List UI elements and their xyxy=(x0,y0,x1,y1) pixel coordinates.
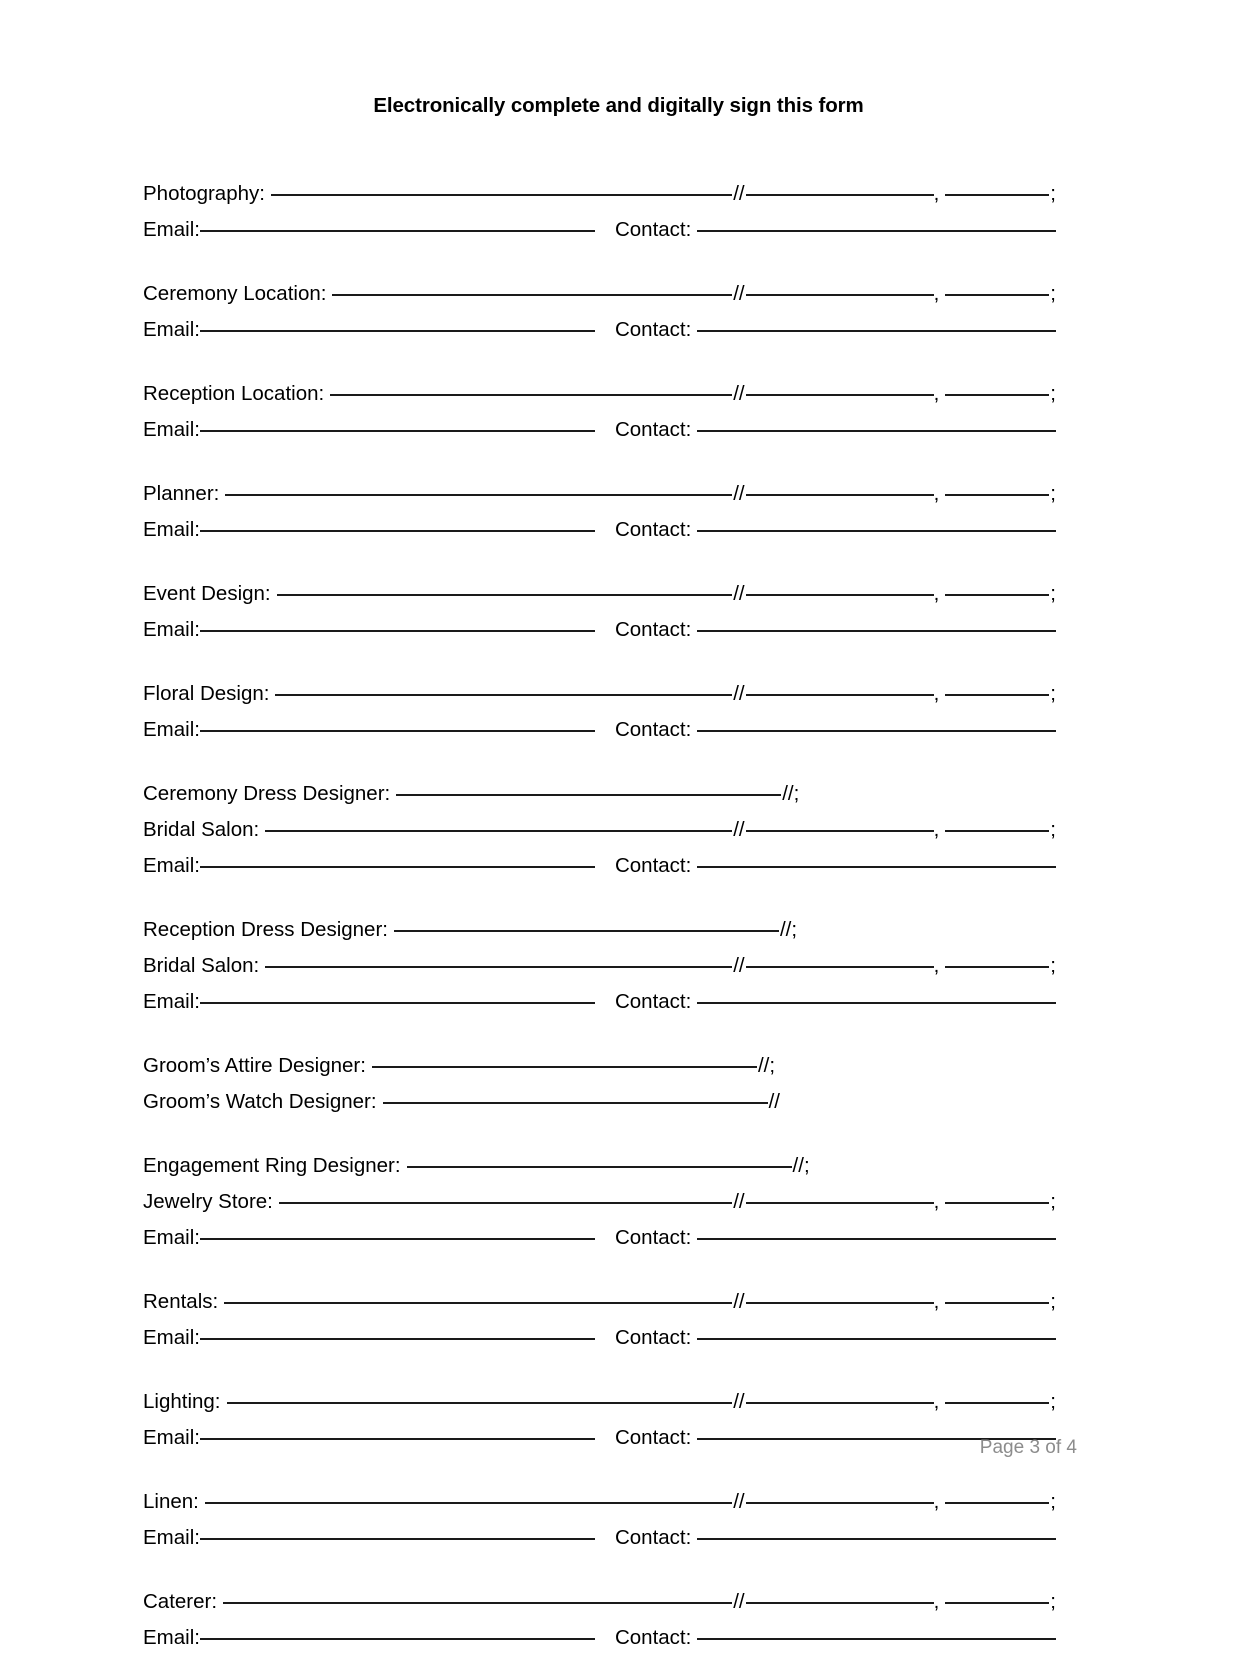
vendor-state-blank[interactable] xyxy=(945,1302,1049,1304)
email-label: Email: xyxy=(143,618,200,641)
email-blank[interactable] xyxy=(200,730,595,732)
semicolon-terminator: ; xyxy=(1050,482,1056,505)
email-contact-row xyxy=(143,984,1056,1020)
comma-separator: , xyxy=(933,282,940,305)
vendor-label: Lighting: xyxy=(143,1390,221,1413)
vendor-label: Event Design: xyxy=(143,582,271,605)
email-contact-row xyxy=(143,712,1056,748)
vendor-city-blank[interactable] xyxy=(746,830,934,832)
semicolon-terminator: ; xyxy=(1050,282,1056,305)
double-slash-separator: // xyxy=(733,1490,745,1513)
vendor-name-row xyxy=(143,276,1056,312)
email-label: Email: xyxy=(143,218,200,241)
contact-blank[interactable] xyxy=(697,430,1056,432)
email-blank[interactable] xyxy=(200,1438,595,1440)
vendor-label: Bridal Salon: xyxy=(143,818,260,841)
comma-separator: , xyxy=(933,482,940,505)
vendor-name-row xyxy=(143,576,1056,612)
vendor-name-blank[interactable] xyxy=(277,594,733,596)
page-footer: Page 3 of 4 xyxy=(979,1437,1077,1458)
contact-label: Contact: xyxy=(614,1526,692,1549)
vendor-name-row xyxy=(143,176,1056,212)
vendor-name-row xyxy=(143,1184,1056,1220)
semicolon-terminator: ; xyxy=(1050,1490,1056,1513)
designer-label: Groom’s Watch Designer: xyxy=(143,1090,377,1113)
double-slash-separator: // xyxy=(733,1390,745,1413)
semicolon-terminator: ; xyxy=(1050,1590,1056,1613)
double-slash-separator: // xyxy=(733,1590,745,1613)
email-blank[interactable] xyxy=(200,530,595,532)
contact-label: Contact: xyxy=(614,1326,692,1349)
vendor-name-row xyxy=(143,812,1056,848)
double-slash-separator: // xyxy=(733,282,745,305)
semicolon-terminator: ; xyxy=(1050,382,1056,405)
vendor-name-row xyxy=(143,1484,1056,1520)
semicolon-terminator: ; xyxy=(1050,682,1056,705)
double-slash-separator: // xyxy=(733,582,745,605)
designer-label: Reception Dress Designer: xyxy=(143,918,388,941)
email-blank[interactable] xyxy=(200,1538,595,1540)
vendor-name-blank[interactable] xyxy=(205,1502,732,1504)
vendor-name-blank[interactable] xyxy=(225,494,732,496)
contact-blank[interactable] xyxy=(697,330,1056,332)
vendor-label: Caterer: xyxy=(143,1590,218,1613)
contact-label: Contact: xyxy=(614,618,692,641)
vendor-label: Reception Location: xyxy=(143,382,325,405)
vendor-city-blank[interactable] xyxy=(746,1402,934,1404)
email-blank[interactable] xyxy=(200,866,595,868)
designer-name-row xyxy=(143,912,1056,948)
vendor-city-blank[interactable] xyxy=(746,966,934,968)
vendor-group-linen xyxy=(143,1484,1056,1556)
email-contact-row xyxy=(143,1620,1056,1656)
vendor-state-blank[interactable] xyxy=(945,1202,1049,1204)
vendor-state-blank[interactable] xyxy=(945,194,1049,196)
contact-blank[interactable] xyxy=(697,1338,1056,1340)
email-blank[interactable] xyxy=(200,330,595,332)
vendor-label: Jewelry Store: xyxy=(143,1190,273,1213)
email-contact-row xyxy=(143,848,1056,884)
designer-name-row xyxy=(143,1084,1056,1120)
designer-name-row xyxy=(143,776,1056,812)
email-blank[interactable] xyxy=(200,1338,595,1340)
designer-name-blank[interactable] xyxy=(383,1102,768,1104)
email-label: Email: xyxy=(143,1226,200,1249)
contact-label: Contact: xyxy=(614,854,692,877)
vendor-group-ceremony-location xyxy=(143,276,1056,348)
email-label: Email: xyxy=(143,418,200,441)
vendor-state-blank[interactable] xyxy=(945,1502,1049,1504)
email-label: Email: xyxy=(143,1326,200,1349)
vendor-name-row xyxy=(143,1284,1056,1320)
email-blank[interactable] xyxy=(200,430,595,432)
email-contact-row xyxy=(143,512,1056,548)
contact-label: Contact: xyxy=(614,1626,692,1649)
vendor-group-lighting xyxy=(143,1384,1056,1456)
vendor-name-blank[interactable] xyxy=(223,1602,732,1604)
vendor-name-blank[interactable] xyxy=(330,394,732,396)
contact-label: Contact: xyxy=(614,218,692,241)
email-label: Email: xyxy=(143,1626,200,1649)
email-label: Email: xyxy=(143,318,200,341)
designer-name-row xyxy=(143,1048,1056,1084)
email-blank[interactable] xyxy=(200,1638,595,1640)
vendor-name-blank[interactable] xyxy=(224,1302,732,1304)
vendor-name-row xyxy=(143,948,1056,984)
contact-blank[interactable] xyxy=(697,1638,1056,1640)
email-label: Email: xyxy=(143,518,200,541)
vendor-state-blank[interactable] xyxy=(945,294,1049,296)
contact-blank[interactable] xyxy=(697,530,1056,532)
vendor-label: Photography: xyxy=(143,182,265,205)
comma-separator: , xyxy=(933,1190,940,1213)
email-label: Email: xyxy=(143,854,200,877)
vendor-name-blank[interactable] xyxy=(271,194,732,196)
slash-terminator: // xyxy=(768,1090,780,1113)
vendor-group-planner xyxy=(143,476,1056,548)
vendor-state-blank[interactable] xyxy=(945,494,1049,496)
vendor-label: Bridal Salon: xyxy=(143,954,260,977)
contact-blank[interactable] xyxy=(697,1538,1056,1540)
comma-separator: , xyxy=(933,1490,940,1513)
contact-blank[interactable] xyxy=(697,1002,1056,1004)
double-slash-separator: // xyxy=(733,682,745,705)
comma-separator: , xyxy=(933,1290,940,1313)
designer-name-blank[interactable] xyxy=(372,1066,757,1068)
vendor-name-row xyxy=(143,476,1056,512)
vendor-label: Rentals: xyxy=(143,1290,219,1313)
designer-label: Engagement Ring Designer: xyxy=(143,1154,401,1177)
email-contact-row xyxy=(143,312,1056,348)
vendor-group-ceremony-dress xyxy=(143,776,1056,884)
semicolon-terminator: ; xyxy=(1050,182,1056,205)
email-blank[interactable] xyxy=(200,630,595,632)
designer-label: Ceremony Dress Designer: xyxy=(143,782,391,805)
vendor-state-blank[interactable] xyxy=(945,594,1049,596)
email-contact-row xyxy=(143,1320,1056,1356)
vendor-label: Linen: xyxy=(143,1490,199,1513)
designer-name-blank[interactable] xyxy=(394,930,779,932)
vendor-form xyxy=(143,176,1056,1656)
vendor-group-caterer xyxy=(143,1584,1056,1656)
email-label: Email: xyxy=(143,1526,200,1549)
email-blank[interactable] xyxy=(200,230,595,232)
comma-separator: , xyxy=(933,182,940,205)
comma-separator: , xyxy=(933,1390,940,1413)
vendor-name-blank[interactable] xyxy=(265,966,732,968)
vendor-group-rentals xyxy=(143,1284,1056,1356)
vendor-name-row xyxy=(143,676,1056,712)
comma-separator: , xyxy=(933,682,940,705)
semicolon-terminator: ; xyxy=(1050,1290,1056,1313)
slash-terminator: //; xyxy=(779,918,798,941)
vendor-state-blank[interactable] xyxy=(945,966,1049,968)
contact-label: Contact: xyxy=(614,1226,692,1249)
vendor-group-grooms-attire xyxy=(143,1048,1056,1120)
vendor-label: Ceremony Location: xyxy=(143,282,327,305)
vendor-group-reception-location xyxy=(143,376,1056,448)
vendor-state-blank[interactable] xyxy=(945,694,1049,696)
email-contact-row xyxy=(143,612,1056,648)
semicolon-terminator: ; xyxy=(1050,818,1056,841)
contact-blank[interactable] xyxy=(697,630,1056,632)
email-contact-row xyxy=(143,212,1056,248)
designer-name-blank[interactable] xyxy=(407,1166,792,1168)
email-blank[interactable] xyxy=(200,1002,595,1004)
vendor-city-blank[interactable] xyxy=(746,1202,934,1204)
vendor-name-blank[interactable] xyxy=(332,294,732,296)
contact-label: Contact: xyxy=(614,318,692,341)
slash-terminator: //; xyxy=(757,1054,776,1077)
vendor-state-blank[interactable] xyxy=(945,1602,1049,1604)
comma-separator: , xyxy=(933,954,940,977)
page-title: Electronically complete and digitally sign this form xyxy=(373,94,864,117)
semicolon-terminator: ; xyxy=(1050,582,1056,605)
double-slash-separator: // xyxy=(733,1190,745,1213)
contact-label: Contact: xyxy=(614,1426,692,1449)
vendor-name-row xyxy=(143,1584,1056,1620)
vendor-city-blank[interactable] xyxy=(746,694,934,696)
vendor-group-engagement-ring xyxy=(143,1148,1056,1256)
slash-terminator: //; xyxy=(782,782,800,805)
double-slash-separator: // xyxy=(733,818,745,841)
contact-label: Contact: xyxy=(614,718,692,741)
vendor-name-blank[interactable] xyxy=(275,694,732,696)
designer-name-blank[interactable] xyxy=(396,794,781,796)
contact-label: Contact: xyxy=(614,990,692,1013)
double-slash-separator: // xyxy=(733,954,745,977)
vendor-name-row xyxy=(143,1384,1056,1420)
email-contact-row xyxy=(143,412,1056,448)
vendor-name-row xyxy=(143,376,1056,412)
vendor-city-blank[interactable] xyxy=(746,194,934,196)
vendor-state-blank[interactable] xyxy=(945,394,1049,396)
vendor-city-blank[interactable] xyxy=(746,294,934,296)
vendor-group-photography xyxy=(143,176,1056,248)
vendor-city-blank[interactable] xyxy=(746,394,934,396)
vendor-city-blank[interactable] xyxy=(746,1502,934,1504)
contact-label: Contact: xyxy=(614,518,692,541)
email-contact-row xyxy=(143,1220,1056,1256)
double-slash-separator: // xyxy=(733,382,745,405)
vendor-state-blank[interactable] xyxy=(945,1402,1049,1404)
vendor-city-blank[interactable] xyxy=(746,494,934,496)
vendor-name-blank[interactable] xyxy=(227,1402,733,1404)
email-label: Email: xyxy=(143,1426,200,1449)
vendor-group-event-design xyxy=(143,576,1056,648)
email-contact-row xyxy=(143,1420,1056,1456)
email-label: Email: xyxy=(143,990,200,1013)
contact-blank[interactable] xyxy=(697,230,1056,232)
vendor-city-blank[interactable] xyxy=(746,594,934,596)
contact-label: Contact: xyxy=(614,418,692,441)
semicolon-terminator: ; xyxy=(1050,1390,1056,1413)
semicolon-terminator: ; xyxy=(1050,954,1056,977)
vendor-name-blank[interactable] xyxy=(265,830,732,832)
slash-terminator: //; xyxy=(792,1154,810,1177)
vendor-name-blank[interactable] xyxy=(279,1202,732,1204)
vendor-city-blank[interactable] xyxy=(746,1602,934,1604)
double-slash-separator: // xyxy=(733,482,745,505)
vendor-state-blank[interactable] xyxy=(945,830,1049,832)
vendor-label: Planner: xyxy=(143,482,220,505)
email-label: Email: xyxy=(143,718,200,741)
vendor-city-blank[interactable] xyxy=(746,1302,934,1304)
vendor-group-floral-design xyxy=(143,676,1056,748)
email-blank[interactable] xyxy=(200,1238,595,1240)
double-slash-separator: // xyxy=(733,182,745,205)
email-contact-row xyxy=(143,1520,1056,1556)
double-slash-separator: // xyxy=(733,1290,745,1313)
comma-separator: , xyxy=(933,1590,940,1613)
vendor-group-reception-dress xyxy=(143,912,1056,1020)
designer-label: Groom’s Attire Designer: xyxy=(143,1054,366,1077)
contact-blank[interactable] xyxy=(697,1238,1056,1240)
contact-blank[interactable] xyxy=(697,866,1056,868)
comma-separator: , xyxy=(933,818,940,841)
designer-name-row xyxy=(143,1148,1056,1184)
semicolon-terminator: ; xyxy=(1050,1190,1056,1213)
contact-blank[interactable] xyxy=(697,730,1056,732)
comma-separator: , xyxy=(933,582,940,605)
comma-separator: , xyxy=(933,382,940,405)
vendor-label: Floral Design: xyxy=(143,682,270,705)
